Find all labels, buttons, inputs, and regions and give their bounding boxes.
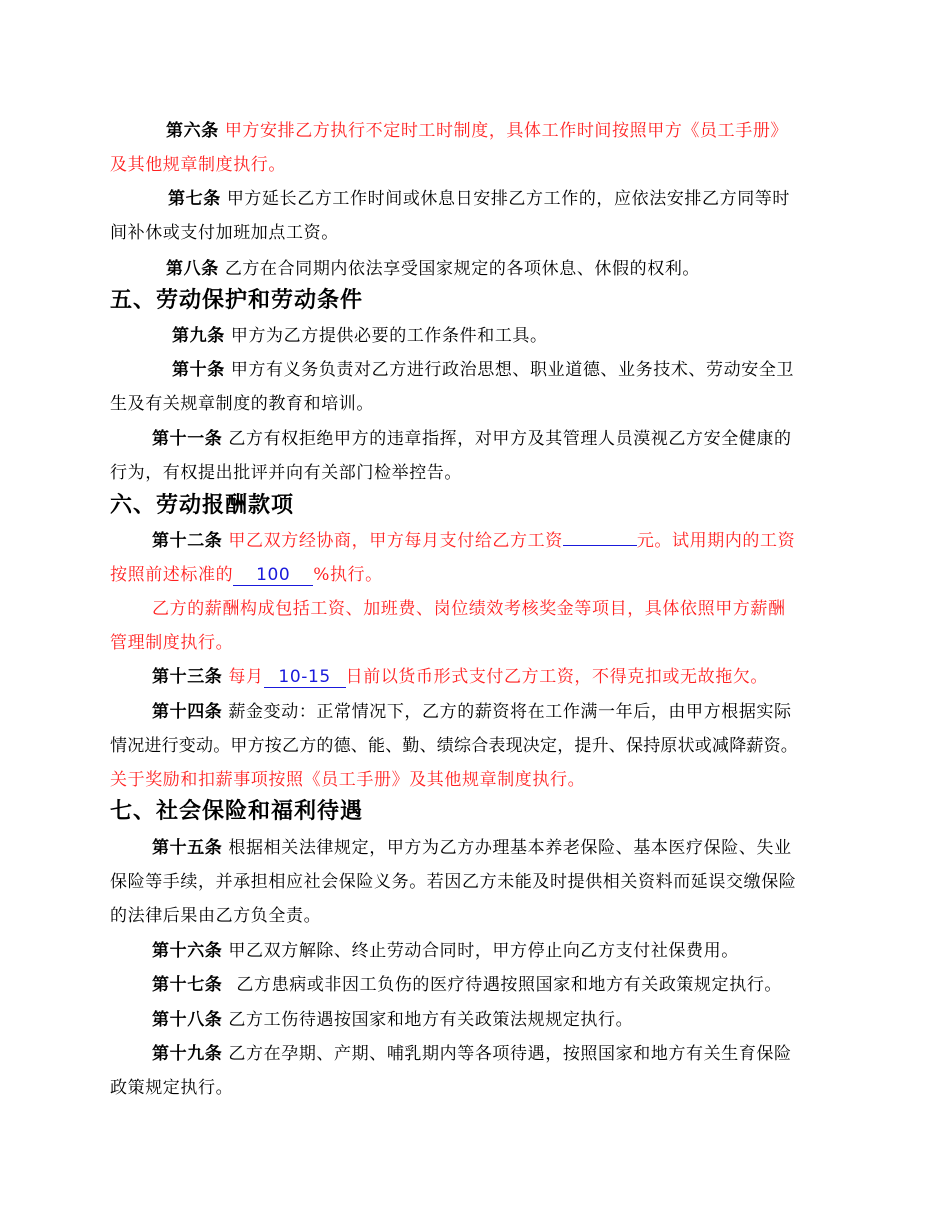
- article-12-text-b: 元。试用期内的工资: [636, 531, 796, 551]
- article-9-line-1: [172, 324, 548, 348]
- article-16-text: 甲乙双方解除、终止劳动合同时，甲方停止向乙方支付社保费用。: [228, 941, 739, 961]
- article-6-line-2: 及其他规章制度执行。: [110, 155, 286, 175]
- article-10-text: 甲方有义务负责对乙方进行政治思想、职业道德、业务技术、劳动安全卫: [230, 360, 795, 380]
- article-11-label: 第十一条: [152, 429, 223, 449]
- article-7-line-2: 间补休或支付加班加点工资。: [110, 223, 339, 243]
- article-11-line-1: [152, 427, 792, 451]
- article-9-text: 甲方为乙方提供必要的工作条件和工具。: [230, 326, 548, 346]
- article-11-line-2: 行为，有权提出批评并向有关部门检举控告。: [110, 463, 462, 483]
- article-15-text: 根据相关法律规定，甲方为乙方办理基本养老保险、基本医疗保险、失业: [228, 838, 792, 858]
- article-16-label: 第十六条: [152, 941, 223, 961]
- article-12-para-2-line-1: 乙方的薪酬构成包括工资、加班费、岗位绩效考核奖金等项目，具体依照甲方薪酬: [152, 599, 786, 619]
- article-6-label: 第六条: [166, 121, 219, 141]
- article-12-para-2-line-2: 管理制度执行。: [110, 633, 234, 653]
- article-19-line-1: [152, 1042, 792, 1066]
- article-17-text: 乙方患病或非因工负伤的医疗待遇按照国家和地方有关政策规定执行。: [236, 975, 783, 995]
- article-12-text-c: 按照前述标准的: [110, 565, 234, 585]
- article-13-line-1: [152, 665, 768, 689]
- article-12-label: 第十二条: [152, 531, 223, 551]
- article-17-label: 第十七条: [152, 975, 223, 995]
- section-7-heading: 七、社会保险和福利待遇: [110, 799, 364, 824]
- article-18-label: 第十八条: [152, 1010, 223, 1030]
- article-15-line-1: [152, 836, 792, 860]
- payday-blank: 10-15: [264, 667, 346, 688]
- article-12-line-2: [110, 563, 383, 587]
- article-6-line-1: [166, 119, 788, 143]
- article-10-label: 第十条: [172, 360, 225, 380]
- article-10-line-2: 生及有关规章制度的教育和培训。: [110, 394, 374, 414]
- article-7-label: 第七条: [168, 189, 221, 209]
- article-15-label: 第十五条: [152, 838, 223, 858]
- article-6-text: 甲方安排乙方执行不定时工时制度，具体工作时间按照甲方《员工手册》: [224, 121, 789, 141]
- salary-amount-blank: [563, 545, 637, 546]
- article-19-text: 乙方在孕期、产期、哺乳期内等各项待遇，按照国家和地方有关生育保险: [228, 1044, 792, 1064]
- article-7-text: 甲方延长乙方工作时间或休息日安排乙方工作的，应依法安排乙方同等时: [226, 189, 791, 209]
- article-14-line-3: 关于奖励和扣薪事项按照《员工手册》及其他规章制度执行。: [110, 770, 586, 790]
- article-14-line-2: 情况进行变动。甲方按乙方的德、能、勤、绩综合表现决定，提升、保持原状或减降薪资。: [110, 736, 798, 756]
- article-12-line-1: [152, 529, 795, 553]
- article-18-text: 乙方工伤待遇按国家和地方有关政策法规规定执行。: [228, 1010, 634, 1030]
- article-13-text-a: 每月: [228, 667, 264, 687]
- article-14-text: 薪金变动：正常情况下，乙方的薪资将在工作满一年后，由甲方根据实际: [228, 702, 792, 722]
- article-14-line-1: [152, 700, 792, 724]
- article-7-line-1: [168, 187, 790, 211]
- article-18-line-1: [152, 1008, 633, 1032]
- article-8-label: 第八条: [166, 259, 219, 279]
- article-13-text-b: 日前以货币形式支付乙方工资，不得克扣或无故拖欠。: [345, 667, 769, 687]
- article-19-line-2: 政策规定执行。: [110, 1078, 234, 1098]
- article-19-label: 第十九条: [152, 1044, 223, 1064]
- article-17-line-1: [152, 973, 782, 997]
- article-15-line-3: 的法律后果由乙方负全责。: [110, 906, 322, 926]
- article-9-label: 第九条: [172, 326, 225, 346]
- article-11-text: 乙方有权拒绝甲方的违章指挥，对甲方及其管理人员漠视乙方安全健康的: [228, 429, 792, 449]
- section-6-heading: 六、劳动报酬款项: [110, 493, 295, 518]
- probation-percent-blank: 100: [233, 565, 313, 586]
- article-12-text-d: %执行。: [313, 565, 383, 585]
- article-8-line-1: [166, 257, 700, 281]
- article-16-line-1: [152, 939, 739, 963]
- article-15-line-2: 保险等手续，并承担相应社会保险义务。若因乙方未能及时提供相关资料而延误交缴保险: [110, 872, 797, 892]
- article-13-label: 第十三条: [152, 667, 223, 687]
- article-12-text-a: 甲乙双方经协商，甲方每月支付给乙方工资: [228, 531, 563, 551]
- article-10-line-1: [172, 358, 794, 382]
- section-5-heading: 五、劳动保护和劳动条件: [110, 288, 364, 313]
- article-8-text: 乙方在合同期内依法享受国家规定的各项休息、休假的权利。: [224, 259, 701, 279]
- article-14-label: 第十四条: [152, 702, 223, 722]
